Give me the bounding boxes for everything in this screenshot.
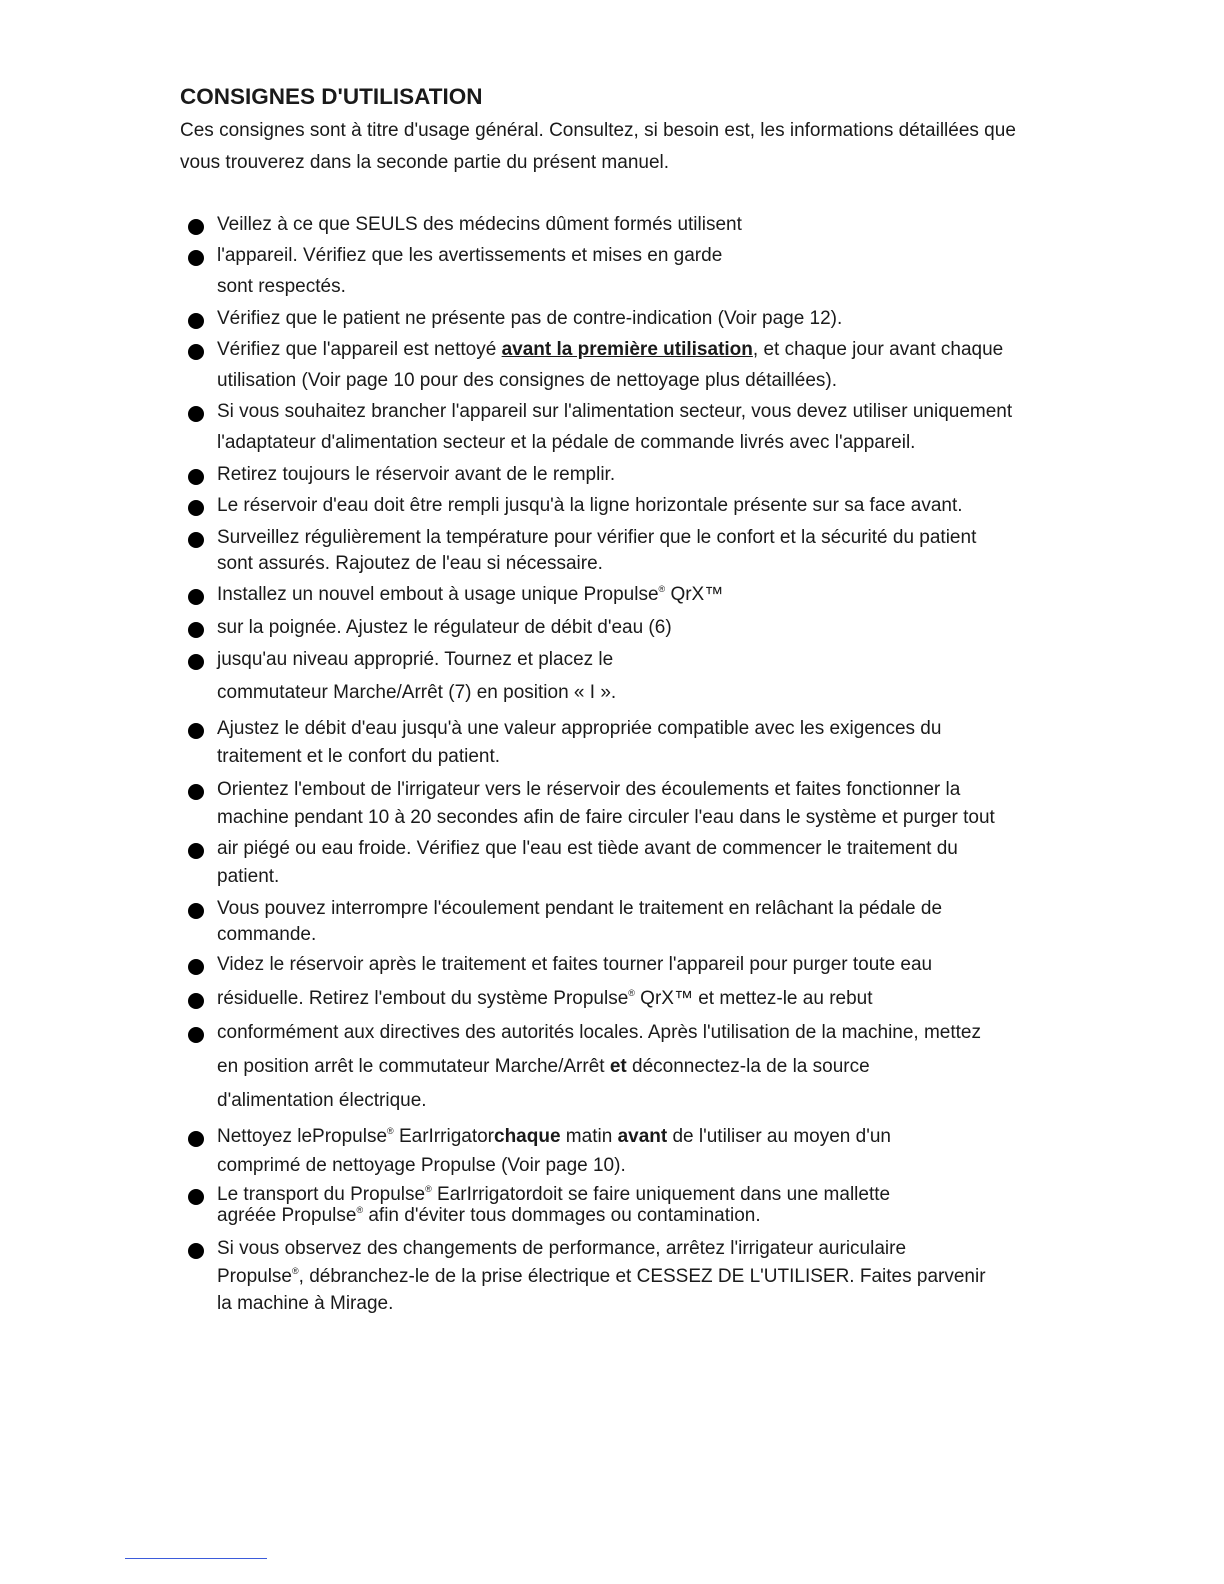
instruction-line: agréée Propulse® afin d'éviter tous dommages ou contamination. (217, 1204, 761, 1226)
instruction-line: sont assurés. Rajoutez de l'eau si nécessaire. (217, 553, 603, 574)
instruction-line: d'alimentation électrique. (217, 1090, 427, 1111)
bullet-icon (188, 406, 204, 422)
bullet-icon (188, 959, 204, 975)
instruction-line: machine pendant 10 à 20 secondes afin de faire circuler l'eau dans le système et purger tout (217, 807, 995, 828)
bullet-icon (188, 589, 204, 605)
instruction-line: Vous pouvez interrompre l'écoulement pendant le traitement en relâchant la pédale de (217, 898, 943, 919)
instruction-line: l'appareil. Vérifiez que les avertissements et mises en garde (217, 245, 723, 266)
instruction-line: en position arrêt le commutateur Marche/Arrêt et déconnectez-la de la source (217, 1056, 870, 1077)
bullet-icon (188, 903, 204, 919)
bullet-icon (188, 469, 204, 485)
instruction-line: Si vous observez des changements de performance, arrêtez l'irrigateur auriculaire (217, 1238, 907, 1259)
instruction-line: commutateur Marche/Arrêt (7) en position « I ». (217, 682, 617, 703)
instruction-line: Le transport du Propulse® EarIrrigatordoit se faire uniquement dans une mallette (217, 1183, 891, 1205)
instruction-line: Nettoyez lePropulse® EarIrrigatorchaque matin avant de l'utiliser au moyen d'un (217, 1125, 891, 1147)
bullet-icon (188, 1131, 204, 1147)
instruction-line: sur la poignée. Ajustez le régulateur de débit d'eau (6) (217, 617, 672, 638)
instruction-line: la machine à Mirage. (217, 1293, 394, 1314)
instruction-line: commande. (217, 924, 317, 945)
instruction-line: Le réservoir d'eau doit être rempli jusqu'à la ligne horizontale présente sur sa face avant. (217, 495, 963, 516)
instruction-line: Veillez à ce que SEULS des médecins dûment formés utilisent (217, 214, 742, 235)
instruction-line: traitement et le confort du patient. (217, 746, 501, 767)
instruction-line: jusqu'au niveau approprié. Tournez et placez le (217, 649, 614, 670)
instruction-line: Propulse®, débranchez-le de la prise électrique et CESSEZ DE L'UTILISER. Faites parvenir (217, 1265, 986, 1287)
instruction-line: l'adaptateur d'alimentation secteur et la pédale de commande livrés avec l'appareil. (217, 432, 916, 453)
bullet-icon (188, 654, 204, 670)
instruction-line: Orientez l'embout de l'irrigateur vers le réservoir des écoulements et faites fonctionner la (217, 779, 961, 800)
instruction-line: Videz le réservoir après le traitement et faites tourner l'appareil pour purger toute eau (217, 954, 933, 975)
instruction-line: Vérifiez que l'appareil est nettoyé avant la première utilisation, et chaque jour avant chaque (217, 339, 1004, 360)
instruction-line: air piégé ou eau froide. Vérifiez que l'eau est tiède avant de commencer le traitement du (217, 838, 958, 859)
instruction-line: sont respectés. (217, 276, 346, 297)
instruction-line: résiduelle. Retirez l'embout du système Propulse® QrX™ et mettez-le au rebut (217, 987, 873, 1009)
instruction-line: patient. (217, 866, 280, 887)
page-title: CONSIGNES D'UTILISATION (180, 84, 483, 109)
bullet-icon (188, 1027, 204, 1043)
bullet-icon (188, 1189, 204, 1205)
instruction-line: Retirez toujours le réservoir avant de le remplir. (217, 464, 616, 485)
instruction-line: Installez un nouvel embout à usage unique Propulse® QrX™ (217, 583, 724, 605)
bullet-icon (188, 532, 204, 548)
bullet-icon (188, 993, 204, 1009)
instruction-line: Ajustez le débit d'eau jusqu'à une valeur appropriée compatible avec les exigences du (217, 718, 942, 739)
footnote-divider (125, 1558, 267, 1559)
instruction-line: Surveillez régulièrement la température pour vérifier que le confort et la sécurité du patient (217, 527, 977, 548)
instruction-line: Si vous souhaitez brancher l'appareil sur l'alimentation secteur, vous devez utiliser uniquement (217, 401, 1013, 422)
bullet-icon (188, 843, 204, 859)
intro-line-1: Ces consignes sont à titre d'usage général. Consultez, si besoin est, les informations détaillées que (180, 120, 1016, 141)
intro-line-2: vous trouverez dans la seconde partie du présent manuel. (180, 152, 670, 173)
bullet-icon (188, 622, 204, 638)
bullet-icon (188, 500, 204, 516)
bullet-icon (188, 250, 204, 266)
instruction-line: utilisation (Voir page 10 pour des consignes de nettoyage plus détaillées). (217, 370, 838, 391)
bullet-icon (188, 1243, 204, 1259)
bullet-icon (188, 723, 204, 739)
bullet-icon (188, 784, 204, 800)
instruction-line: conformément aux directives des autorités locales. Après l'utilisation de la machine, mettez (217, 1022, 981, 1043)
bullet-icon (188, 313, 204, 329)
instruction-line: Vérifiez que le patient ne présente pas de contre-indication (Voir page 12). (217, 308, 843, 329)
instruction-line: comprimé de nettoyage Propulse (Voir page 10). (217, 1155, 626, 1176)
bullet-icon (188, 219, 204, 235)
bullet-icon (188, 344, 204, 360)
